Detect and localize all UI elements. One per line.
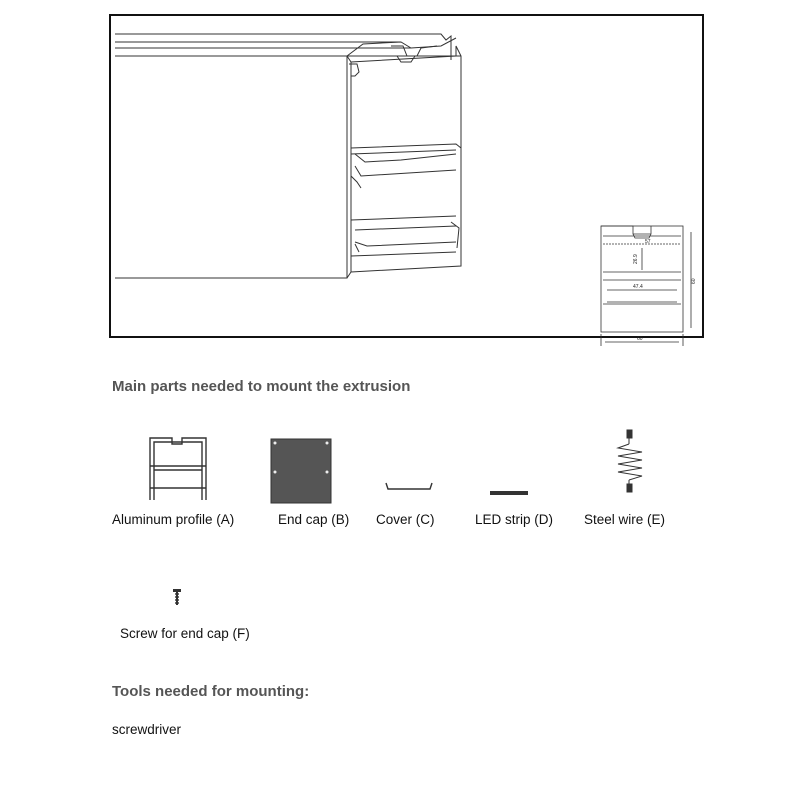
dim-inner-height: 26.9 <box>633 254 639 264</box>
technical-drawing-frame <box>109 14 704 342</box>
dim-inner-width: 47.4 <box>633 284 643 290</box>
cross-section-diagram <box>601 226 697 346</box>
part-label-steel-wire: Steel wire (E) <box>584 512 666 527</box>
tools-text: screwdriver <box>112 722 182 737</box>
part-label-cover: Cover (C) <box>376 512 435 527</box>
cover-icon <box>384 480 434 498</box>
screw-icon <box>172 588 182 611</box>
end-cap-icon <box>270 438 332 509</box>
aluminum-profile-icon <box>146 436 210 507</box>
part-label-screw: Screw for end cap (F) <box>120 626 250 641</box>
part-label-end-cap: End cap (B) <box>278 512 350 527</box>
profile-perspective-drawing <box>111 16 702 342</box>
dim-top-gap: 57 <box>645 239 651 245</box>
steel-wire-icon <box>612 428 648 499</box>
part-label-aluminum-profile: Aluminum profile (A) <box>112 512 235 527</box>
part-label-led-strip: LED strip (D) <box>475 512 554 527</box>
dim-overall-height: 60 <box>691 278 697 284</box>
tools-heading: Tools needed for mounting: <box>112 683 310 700</box>
led-strip-icon <box>489 484 529 502</box>
parts-heading: Main parts needed to mount the extrusion <box>112 378 411 395</box>
dim-overall-width: 60 <box>637 336 643 342</box>
